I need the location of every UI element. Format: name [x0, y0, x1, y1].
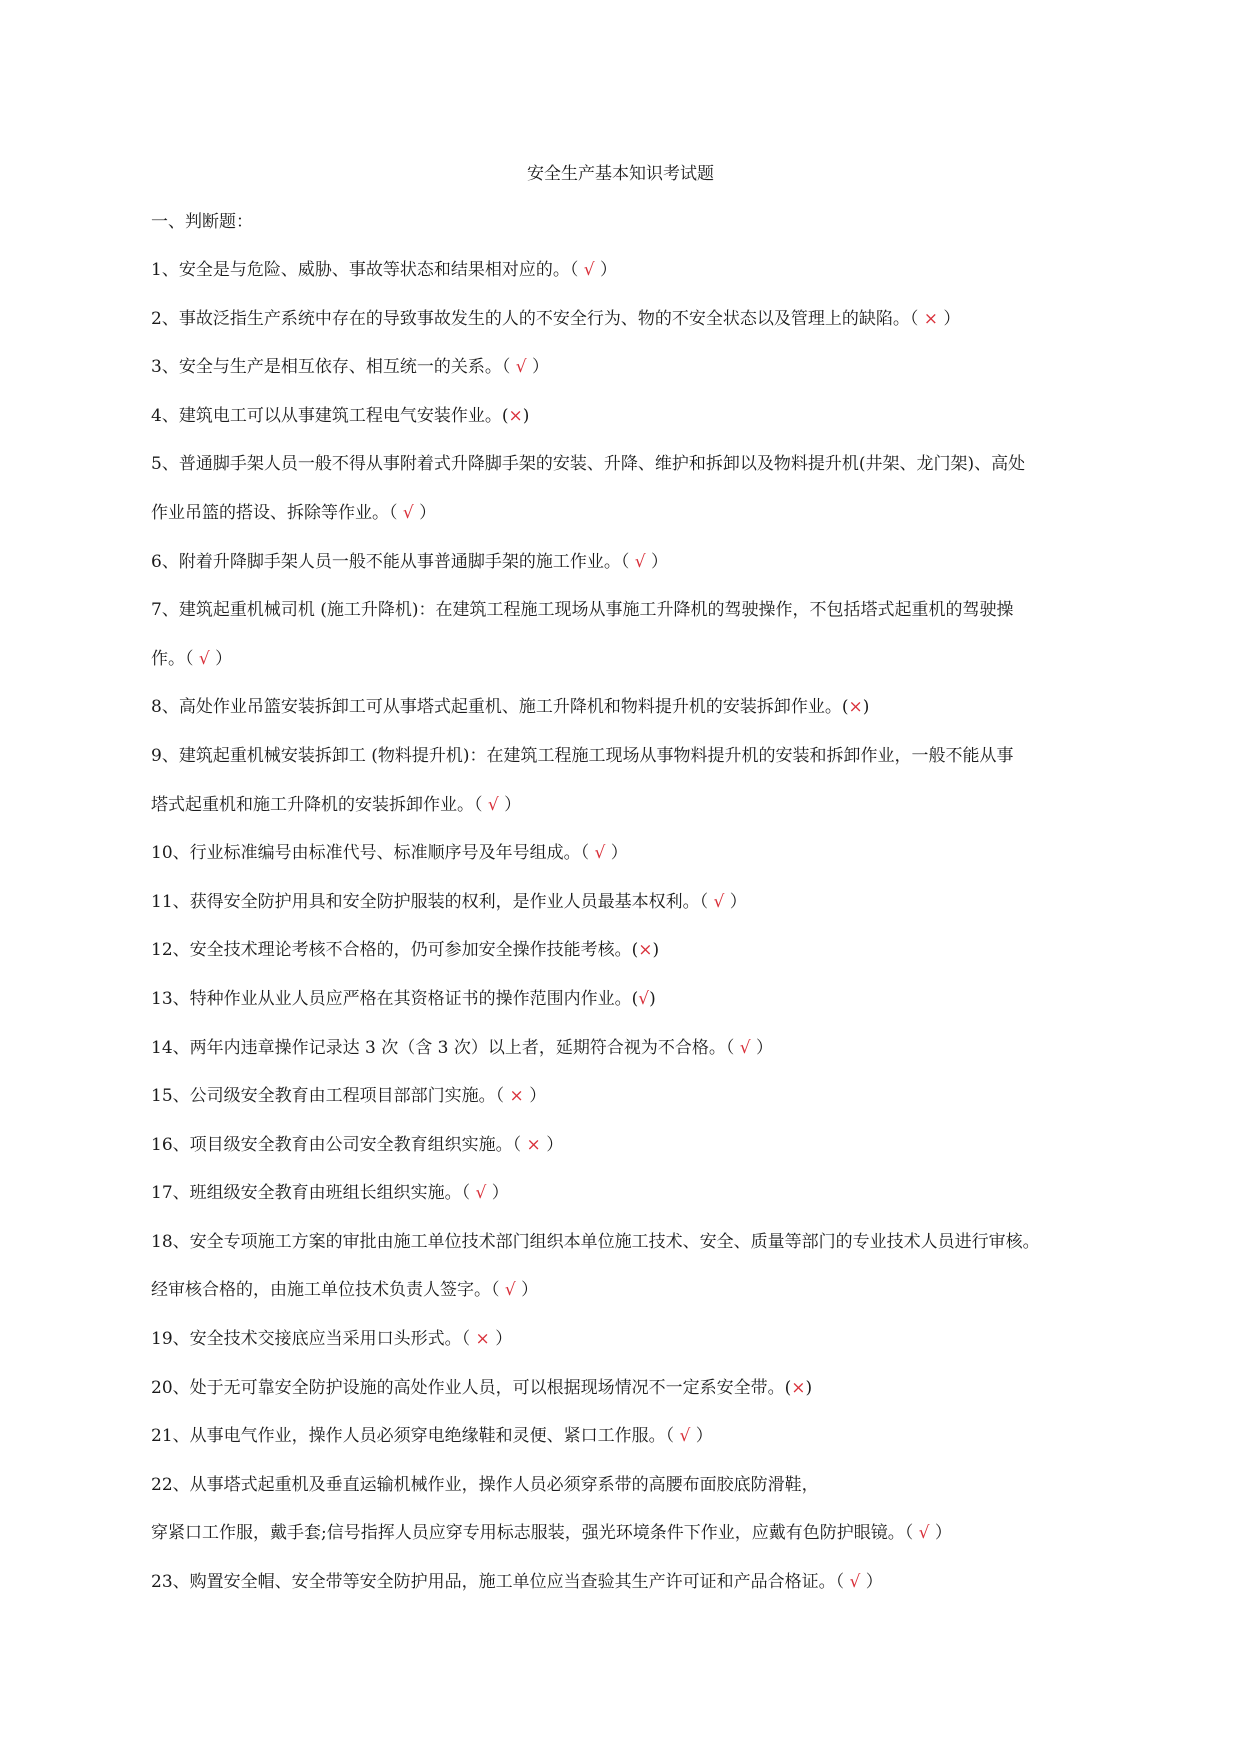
question-text: 5、普通脚手架人员一般不得从事附着式升降脚手架的安装、升降、维护和拆卸以及物料提升机(井架、龙门架)、高处	[151, 454, 1026, 475]
question-text: 22、从事塔式起重机及垂直运输机械作业，操作人员必须穿系带的高腰布面胶底防滑鞋，	[151, 1474, 819, 1495]
question-text: 7、建筑起重机械司机 (施工升降机)：在建筑工程施工现场从事施工升降机的驾驶操作，不包括塔式起重机的驾驶操	[151, 600, 1014, 621]
closing-bracket: ）	[650, 551, 668, 572]
closing-bracket: ）	[529, 1086, 547, 1107]
question-text: 14、两年内违章操作记录达 3 次（含 3 次）以上者，延期符合视为不合格。（	[151, 1037, 735, 1058]
question-text: 10、行业标准编号由标准代号、标准顺序号及年号组成。（	[151, 843, 590, 864]
answer-mark: √	[470, 1183, 492, 1204]
answer-mark: √	[510, 357, 532, 378]
question-text: 1、安全是与危险、威胁、事故等状态和结果相对应的。（	[151, 260, 579, 280]
closing-bracket: ）	[491, 1183, 509, 1204]
question-text: 11、获得安全防护用具和安全防护服装的权利，是作业人员最基本权利。（	[151, 891, 709, 912]
question-line	[151, 1181, 1111, 1230]
closing-bracket: ）	[419, 502, 437, 523]
question-line	[151, 1036, 1111, 1085]
question-line	[151, 1473, 1111, 1522]
question-text: 20、处于无可靠安全防护设施的高处作业人员，可以根据现场情况不一定系安全带。(	[151, 1377, 792, 1398]
question-text: 8、高处作业吊篮安装拆卸工可从事塔式起重机、施工升降机和物料提升机的安装拆卸作业。(	[151, 697, 849, 718]
question-text: 9、建筑起重机械安装拆卸工 (物料提升机)：在建筑工程施工现场从事物料提升机的安装和拆卸作业，一般不能从事	[151, 745, 1014, 766]
answer-mark: ×	[521, 1134, 547, 1155]
question-line	[151, 1570, 1111, 1619]
question-line	[151, 1376, 1111, 1425]
question-line	[151, 938, 1111, 987]
answer-mark: √	[482, 794, 505, 815]
question-line	[151, 550, 1111, 599]
answer-mark: ×	[508, 405, 523, 426]
closing-bracket: )	[522, 405, 530, 426]
question-text: 15、公司级安全教育由工程项目部部门实施。（	[151, 1086, 505, 1107]
question-line	[151, 1424, 1111, 1473]
answer-mark: √	[674, 1426, 696, 1447]
answer-mark: ×	[791, 1377, 806, 1398]
closing-bracket: )	[652, 940, 660, 961]
document-title: 安全生产基本知识考试题	[527, 164, 714, 184]
question-text: 6、附着升降脚手架人员一般不能从事普通脚手架的施工作业。（	[151, 551, 630, 572]
closing-bracket: ）	[943, 308, 961, 329]
question-line	[151, 1084, 1111, 1133]
closing-bracket: ）	[599, 260, 617, 280]
closing-bracket: ）	[865, 1572, 883, 1593]
question-text: 23、购置安全帽、安全带等安全防护用品，施工单位应当查验其生产许可证和产品合格证。（	[151, 1572, 845, 1593]
closing-bracket: ）	[495, 1329, 513, 1350]
closing-bracket: ）	[504, 794, 522, 815]
closing-bracket: ）	[695, 1426, 713, 1447]
question-line	[151, 1230, 1111, 1279]
question-line	[151, 355, 1111, 404]
question-line	[151, 1278, 1111, 1327]
answer-mark: √	[397, 502, 420, 523]
closing-bracket: ）	[546, 1134, 564, 1155]
question-text: 21、从事电气作业，操作人员必须穿电绝缘鞋和灵便、紧口工作服。（	[151, 1426, 675, 1447]
question-text: 塔式起重机和施工升降机的安装拆卸作业。（	[151, 794, 483, 815]
answer-mark: √	[589, 843, 611, 864]
question-line	[151, 987, 1111, 1036]
closing-bracket: ）	[934, 1523, 952, 1544]
question-text: 作业吊篮的搭设、拆除等作业。（	[151, 502, 398, 523]
question-text: 3、安全与生产是相互依存、相互统一的关系。（	[151, 357, 511, 378]
question-line	[151, 793, 1111, 842]
question-line	[151, 1521, 1111, 1570]
answer-mark: √	[734, 1037, 757, 1058]
question-text: 经审核合格的，由施工单位技术负责人签字。（	[151, 1280, 500, 1301]
closing-bracket: ）	[729, 891, 747, 912]
answer-mark: √	[913, 1523, 935, 1544]
closing-bracket: ）	[610, 843, 628, 864]
question-line	[151, 841, 1111, 890]
question-line	[151, 307, 1111, 356]
question-line	[151, 404, 1111, 453]
closing-bracket: ）	[531, 357, 549, 378]
question-line	[151, 890, 1111, 939]
question-text: 穿紧口工作服，戴手套;信号指挥人员应穿专用标志服装，强光环境条件下作业，应戴有色防护眼镜。（	[151, 1523, 914, 1544]
answer-mark: ×	[848, 697, 863, 718]
question-text: 16、项目级安全教育由公司安全教育组织实施。（	[151, 1134, 522, 1155]
question-line	[151, 258, 1111, 307]
closing-bracket: ）	[756, 1037, 774, 1058]
question-list	[151, 258, 1111, 1619]
closing-bracket: )	[649, 988, 656, 1009]
question-line	[151, 647, 1111, 696]
question-line	[151, 744, 1111, 793]
question-line	[151, 695, 1111, 744]
question-line	[151, 501, 1111, 550]
question-line	[151, 1327, 1111, 1376]
question-text: 17、班组级安全教育由班组长组织实施。（	[151, 1183, 471, 1204]
section-heading: 一、判断题：	[151, 212, 253, 232]
question-text: 12、安全技术理论考核不合格的，仍可参加安全操作技能考核。(	[151, 940, 639, 961]
closing-bracket: )	[862, 697, 870, 718]
answer-mark: √	[499, 1280, 522, 1301]
question-text: 19、安全技术交接底应当采用口头形式。（	[151, 1329, 471, 1350]
question-text: 4、建筑电工可以从事建筑工程电气安装作业。(	[151, 405, 509, 426]
question-line	[151, 452, 1111, 501]
question-line	[151, 598, 1111, 647]
answer-mark: √	[193, 648, 216, 669]
answer-mark: √	[638, 988, 650, 1009]
closing-bracket: ）	[521, 1280, 539, 1301]
answer-mark: ×	[638, 940, 653, 961]
question-text: 2、事故泛指生产系统中存在的导致事故发生的人的不安全行为、物的不安全状态以及管理上的缺陷。（	[151, 308, 919, 329]
question-text: 13、特种作业从业人员应严格在其资格证书的操作范围内作业。(	[151, 988, 639, 1009]
closing-bracket: ）	[215, 648, 233, 669]
answer-mark: ×	[918, 308, 944, 329]
question-text: 18、安全专项施工方案的审批由施工单位技术部门组织本单位施工技术、安全、质量等部门的专业技术人员进行审核。	[151, 1231, 1040, 1252]
closing-bracket: )	[805, 1377, 813, 1398]
answer-mark: √	[844, 1572, 866, 1593]
answer-mark: ×	[504, 1086, 530, 1107]
question-line	[151, 1133, 1111, 1182]
answer-mark: ×	[470, 1329, 496, 1350]
question-text: 作。（	[151, 648, 194, 669]
answer-mark: √	[708, 891, 730, 912]
answer-mark: √	[629, 551, 651, 572]
answer-mark: √	[578, 260, 600, 280]
